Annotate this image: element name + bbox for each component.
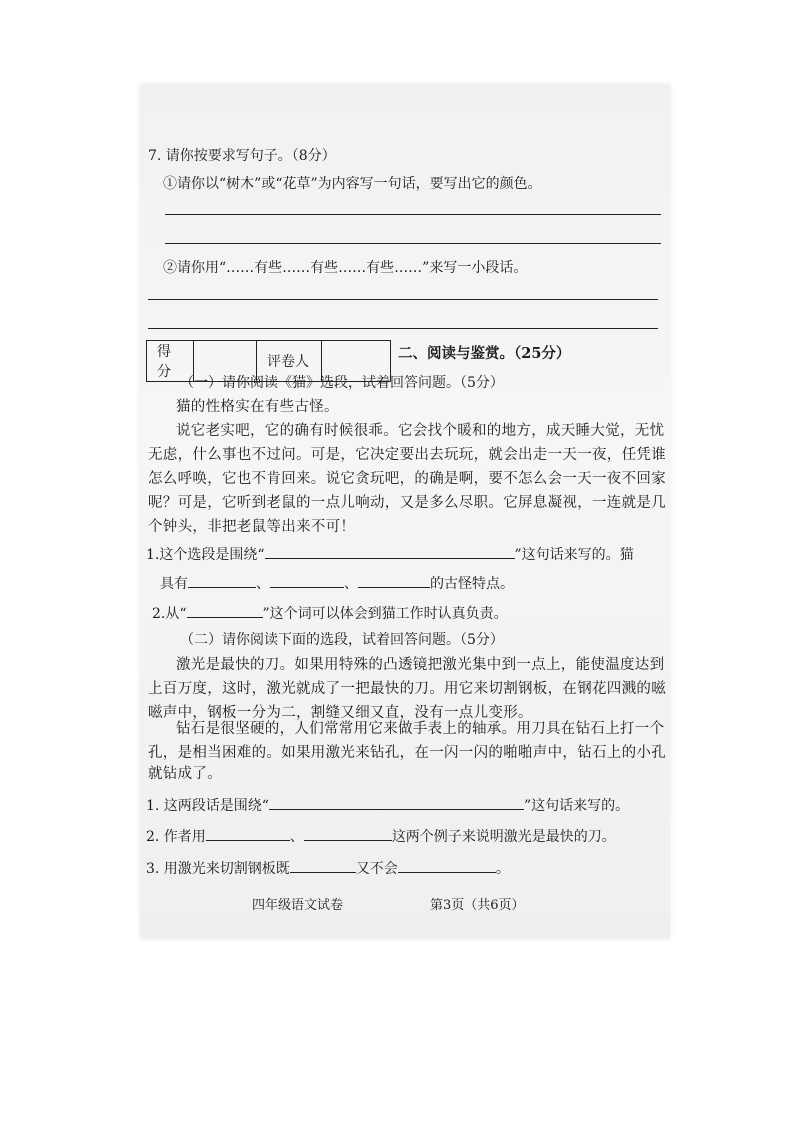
- passage-line: 上百万度，这时，激光就成了一把最快的刀。用它来切割钢板，在钢花四溅的嗞: [148, 681, 666, 697]
- q7-title: 7. 请你按要求写句子。（8分）: [148, 148, 336, 164]
- blank[interactable]: [304, 826, 392, 841]
- score-label: 得分: [147, 341, 194, 382]
- passage-line: 怎么呼唤，它也不肯回来。说它贪玩吧，的确是啊，要不怎么会一天一夜不回家: [148, 471, 666, 487]
- blank[interactable]: [358, 573, 430, 588]
- passage-line: 呢？可是，它听到老鼠的一点儿响动，又是多么尽职。它屏息凝视，一连就是几: [148, 495, 666, 511]
- q7-item1: ①请你以“树木”或“花草”为内容写一句话，要写出它的颜色。: [163, 176, 542, 192]
- q7-item2: ②请你用“……有些……有些……有些……”来写一小段话。: [163, 260, 528, 276]
- passage-line: 无虑，什么事也不过问。可是，它决定要出去玩玩，就会出走一天一夜，任凭谁: [148, 447, 666, 463]
- part1-heading: （一）请你阅读《猫》选段，试着回答问题。（5分）: [180, 375, 504, 391]
- answer-line: [148, 328, 658, 329]
- answer-line: [165, 214, 661, 215]
- answer-line: [148, 299, 658, 300]
- blank[interactable]: [206, 826, 290, 841]
- part2-q3: 3. 用激光来切割钢板既 又不会 。: [146, 858, 510, 876]
- footer-exam-name: 四年级语文试卷: [252, 898, 344, 913]
- blank[interactable]: [290, 858, 356, 873]
- part1-q2: 2.从“ ”这个词可以体会到猫工作时认真负责。: [152, 603, 508, 621]
- grader-label: 评卷人: [257, 341, 322, 382]
- part1-q1: 1.这个选段是围绕“ ”这句话来写的。猫: [146, 544, 634, 562]
- section2-title: 二、阅读与鉴赏。（25分）: [398, 345, 571, 362]
- passage-line: 猫的性格实在有些古怪。: [176, 399, 339, 415]
- passage-line: 嗞声中，钢板一分为二，割缝又细又直，没有一点儿变形。: [148, 705, 533, 721]
- blank[interactable]: [188, 573, 256, 588]
- passage-line: 个钟头，非把老鼠等出来不可！: [148, 519, 356, 535]
- blank[interactable]: [265, 544, 515, 559]
- answer-line: [165, 243, 661, 244]
- blank[interactable]: [187, 603, 263, 618]
- passage-line: 钻石是很坚硬的，人们常常用它来做手表上的轴承。用刀具在钻石上打一个: [176, 721, 665, 737]
- part1-q1-cont: 具有 、 、 的古怪特点。: [160, 573, 514, 591]
- blank[interactable]: [398, 858, 496, 873]
- part2-q1: 1. 这两段话是围绕“ ”这句话来写的。: [146, 795, 629, 813]
- passage-line: 说它老实吧，它的确有时候很乖。它会找个暖和的地方，成天睡大觉，无忧: [176, 423, 665, 439]
- passage-line: 激光是最快的刀。如果用特殊的凸透镜把激光集中到一点上，能使温度达到: [176, 657, 665, 673]
- footer-page-number: 第3页（共6页）: [430, 898, 525, 913]
- part2-heading: （二）请你阅读下面的选段，试着回答问题。（5分）: [180, 632, 504, 648]
- part2-q2: 2. 作者用 、 这两个例子来说明激光是最快的刀。: [146, 826, 616, 844]
- blank[interactable]: [269, 795, 524, 810]
- passage-line: 就钻成了。: [148, 766, 222, 782]
- blank[interactable]: [270, 573, 344, 588]
- passage-line: 孔，是相当困难的。如果用激光来钻孔，在一闪一闪的啪啪声中，钻石上的小孔: [148, 745, 666, 761]
